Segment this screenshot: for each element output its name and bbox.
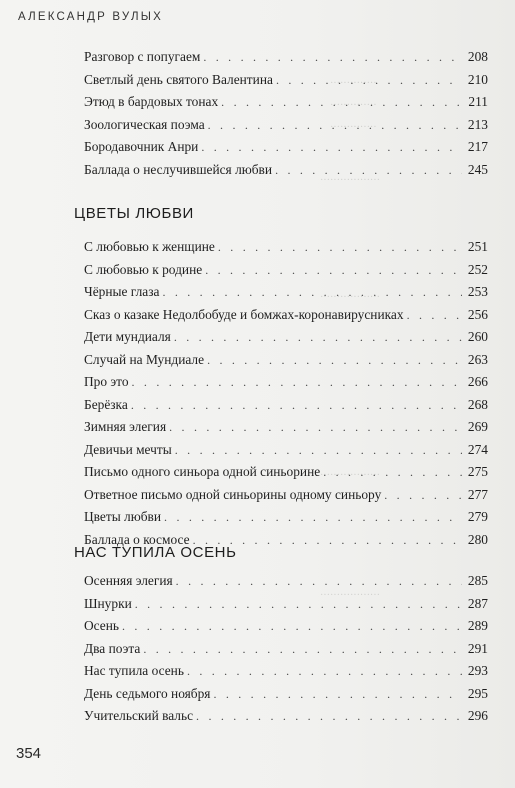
toc-entry-page: 211	[468, 94, 488, 109]
toc-leader-dots	[143, 638, 462, 661]
toc-leader-dots	[407, 304, 462, 327]
toc-leader-dots	[187, 660, 462, 683]
book-page: АЛЕКСАНДР ВУЛЫХ ·············· ·············· ·············· ·················· ·················· ·················· ·················· Разговор с попугаем . . . 208 Светлый день святого Валентина . . . 210 Этюд в бардовых тонах . . . 211 Зоологическая поэма . . . 213 Бородавочник Анри . . . 217 Баллада о неслучившейся любви . . . 245 ЦВЕТЫ ЛЮБВИ С любовью к женщине . . . 251 С любовью к родине . . . 252 Чёрные глаза . . . 253 Сказ о казаке Недолбобуде и бомжах-коронавирусниках . . . 256 Дети мундиаля . . . 260 Случай на Мундиале . . . 263 Про это . . . 266 Берёзка . . . 268 Зимняя элегия . . . 269 Девичьи мечты . . . 274 Письмо одного синьора одной синьорине . . . 275 Ответное письмо одной синьорины одному синьору . . . 277 Цветы любви . . . 279 Баллада о космосе . . . 280 НАС ТУПИЛА ОСЕНЬ Осенняя элегия . . . 285 Шнурки . . . 287 Осень . . . 289 Два поэта . . . 291 Нас тупила осень . . . 293 День седьмого ноября . . . 295 Учительский вальс . . . 296 354	[0, 0, 515, 788]
toc-entry-page: 293	[467, 663, 488, 678]
toc-entry-page: 295	[467, 685, 488, 701]
toc-entry-title: Девичьи мечты	[84, 441, 172, 457]
toc-entry-page: 279	[467, 509, 488, 524]
toc-entry[interactable]	[84, 326, 488, 349]
toc-entry-title: Зоологическая поэма	[84, 116, 205, 132]
toc-list-flowers-of-love	[84, 236, 488, 551]
toc-entry-page: 208	[467, 49, 488, 64]
toc-entry[interactable]	[84, 371, 488, 394]
page-number: 354	[16, 745, 42, 762]
toc-entry[interactable]	[84, 416, 488, 439]
toc-entry[interactable]	[84, 506, 488, 529]
toc-entry[interactable]	[84, 69, 488, 92]
toc-entry[interactable]	[84, 46, 488, 69]
toc-entry[interactable]	[84, 236, 488, 259]
toc-entry-title: Сказ о казаке Недолбобуде и бомжах-коронавирусниках	[84, 306, 404, 322]
toc-leader-dots	[169, 416, 462, 439]
toc-entry-page: 296	[467, 708, 488, 723]
toc-entry[interactable]	[84, 593, 488, 616]
toc-leader-dots	[207, 349, 462, 372]
toc-entry[interactable]	[84, 484, 488, 507]
toc-leader-dots	[201, 136, 462, 159]
toc-entry-title: Баллада о космосе	[84, 531, 190, 547]
toc-entry-page: 285	[467, 573, 488, 588]
toc-entry[interactable]	[84, 638, 488, 661]
toc-entry-title: Нас тупила осень	[84, 663, 184, 678]
toc-leader-dots	[135, 593, 462, 616]
toc-entry[interactable]	[84, 705, 488, 728]
toc-entry[interactable]	[84, 439, 488, 462]
toc-entry[interactable]	[84, 136, 488, 159]
toc-leader-dots	[174, 326, 462, 349]
toc-entry[interactable]	[84, 114, 488, 137]
toc-entry-title: Осенняя элегия	[84, 573, 173, 588]
toc-entry[interactable]	[84, 304, 488, 327]
toc-entry-page: 253	[467, 284, 488, 299]
toc-leader-dots	[175, 439, 462, 462]
toc-entry[interactable]	[84, 570, 488, 593]
toc-entry-title: Чёрные глаза	[84, 284, 160, 299]
toc-leader-dots	[164, 506, 462, 529]
toc-list-autumn	[84, 570, 488, 728]
toc-leader-dots	[196, 705, 462, 728]
toc-entry-page: 252	[467, 261, 488, 277]
toc-leader-dots	[221, 91, 462, 114]
toc-entry-page: 213	[467, 116, 488, 132]
toc-entry-title: Шнурки	[84, 595, 132, 611]
toc-entry-page: 245	[467, 161, 488, 177]
toc-leader-dots	[208, 114, 462, 137]
toc-entry-title: Ответное письмо одной синьорины одному синьору	[84, 486, 382, 502]
toc-leader-dots	[132, 371, 462, 394]
toc-entry-page: 251	[467, 239, 488, 254]
toc-entry-title: Дети мундиаля	[84, 329, 171, 344]
toc-entry-page: 289	[467, 618, 488, 633]
toc-entry-page: 217	[467, 139, 488, 154]
toc-entry-title: Бородавочник Анри	[84, 139, 199, 154]
toc-entry-title: Разговор с попугаем	[84, 49, 201, 64]
toc-entry-title: Этюд в бардовых тонах	[84, 94, 219, 109]
toc-entry-page: 275	[467, 464, 488, 479]
toc-entry-page: 210	[467, 71, 488, 87]
toc-entry[interactable]	[84, 660, 488, 683]
toc-entry-page: 256	[467, 306, 488, 322]
toc-entry[interactable]	[84, 159, 488, 182]
toc-entry-page: 274	[467, 441, 488, 457]
toc-entry[interactable]	[84, 259, 488, 282]
toc-leader-dots	[275, 159, 462, 182]
toc-entry[interactable]	[84, 281, 488, 304]
toc-entry-page: 287	[467, 595, 488, 611]
toc-entry-title: Берёзка	[84, 396, 128, 412]
toc-entry-title: День седьмого ноября	[84, 685, 211, 701]
toc-entry[interactable]	[84, 394, 488, 417]
toc-entry[interactable]	[84, 683, 488, 706]
toc-leader-dots	[213, 683, 462, 706]
toc-leader-dots	[203, 46, 462, 69]
toc-entry-title: С любовью к родине	[84, 261, 203, 277]
toc-entry[interactable]	[84, 91, 488, 114]
toc-leader-dots	[131, 394, 462, 417]
toc-entry-title: Зимняя элегия	[84, 419, 167, 434]
toc-entry-title: Учительский вальс	[84, 708, 194, 723]
toc-entry-title: Письмо одного синьора одной синьорине	[84, 464, 321, 479]
toc-leader-dots	[218, 236, 462, 259]
toc-entry-page: 266	[467, 374, 488, 389]
section-title-flowers-of-love: ЦВЕТЫ ЛЮБВИ	[74, 205, 194, 222]
toc-entry-title: Осень	[84, 618, 119, 633]
toc-entry-page: 263	[467, 351, 488, 367]
toc-entry[interactable]	[84, 615, 488, 638]
running-header-author: АЛЕКСАНДР ВУЛЫХ	[18, 11, 164, 23]
toc-leader-dots	[384, 484, 462, 507]
toc-leader-dots	[176, 570, 462, 593]
toc-list-continued	[84, 46, 488, 181]
toc-leader-dots	[323, 461, 462, 484]
toc-entry-page: 268	[467, 396, 488, 412]
toc-entry-title: С любовью к женщине	[84, 239, 215, 254]
toc-leader-dots	[122, 615, 462, 638]
toc-leader-dots	[276, 69, 462, 92]
toc-entry-title: Баллада о неслучившейся любви	[84, 161, 273, 177]
toc-entry-title: Про это	[84, 374, 129, 389]
toc-entry-page: 277	[467, 486, 488, 502]
toc-entry[interactable]	[84, 461, 488, 484]
toc-entry-page: 291	[467, 640, 488, 656]
toc-leader-dots	[162, 281, 462, 304]
toc-leader-dots	[205, 259, 462, 282]
toc-entry[interactable]	[84, 349, 488, 372]
toc-entry-page: 260	[467, 329, 488, 344]
toc-entry-page: 280	[467, 531, 488, 547]
toc-entry-title: Цветы любви	[84, 509, 162, 524]
toc-entry-page: 269	[467, 419, 488, 434]
toc-entry-title: Светлый день святого Валентина	[84, 71, 273, 87]
toc-entry-title: Два поэта	[84, 640, 141, 656]
toc-entry-title: Случай на Мундиале	[84, 351, 205, 367]
section-title-autumn: НАС ТУПИЛА ОСЕНЬ	[74, 544, 237, 561]
